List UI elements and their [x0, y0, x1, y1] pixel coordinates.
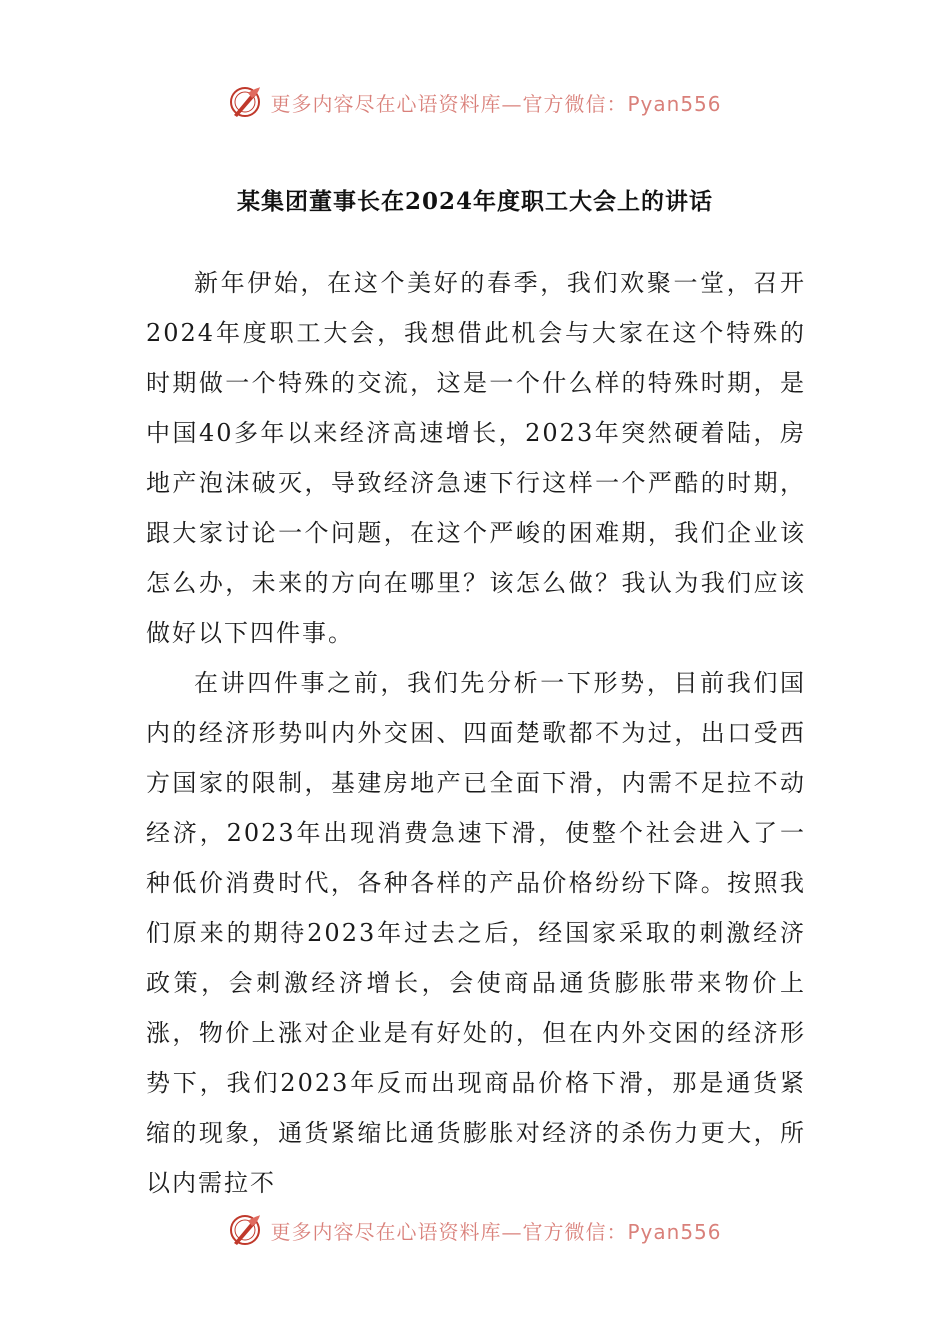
quill-logo-icon [228, 85, 262, 119]
footer-wechat-id: Pyan556 [627, 1219, 722, 1244]
header-banner-text: 更多内容尽在心语资料库—官方微信：Pyan556 [270, 91, 722, 116]
paragraph-1: 新年伊始，在这个美好的春季，我们欢聚一堂，召开2024年度职工大会，我想借此机会与大家在这个特殊的时期做一个特殊的交流，这是一个什么样的特殊时期，是中国40多年以来经济高速增长，2023年突然硬着陆，房地产泡沫破灭，导致经济急速下行这样一个严酷的时期，跟大家讨论一个问题，在这个严峻的困难期，我们企业该怎么办，未来的方向在哪里？该怎么做？我认为我们应该做好以下四件事。 [146, 269, 806, 647]
footer-banner-text: 更多内容尽在心语资料库—官方微信：Pyan556 [270, 1219, 722, 1244]
footer-watermark-banner [0, 1210, 950, 1250]
header-watermark-banner [0, 82, 950, 122]
quill-logo-icon [228, 1213, 262, 1247]
document-body [146, 258, 806, 1208]
document-title: 某集团董事长在2024年度职工大会上的讲话 [236, 188, 713, 215]
header-wechat-id: Pyan556 [627, 91, 722, 116]
paragraph-2: 在讲四件事之前，我们先分析一下形势，目前我们国内的经济形势叫内外交困、四面楚歌都不为过，出口受西方国家的限制，基建房地产已全面下滑，内需不足拉不动经济，2023年出现消费急速下滑，使整个社会进入了一种低价消费时代，各种各样的产品价格纷纷下降。按照我们原来的期待2023年过去之后，经国家采取的刺激经济政策，会刺激经济增长，会使商品通货膨胀带来物价上涨，物价上涨对企业是有好处的，但在内外交困的经济形势下，我们2023年反而出现商品价格下滑，那是通货紧缩的现象，通货紧缩比通货膨胀对经济的杀伤力更大，所以内需拉不 [146, 669, 806, 1197]
